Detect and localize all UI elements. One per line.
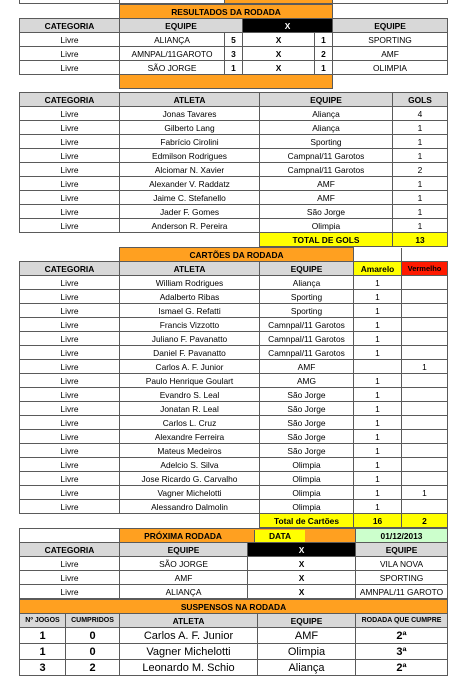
- report-sheet: [19, 0, 447, 676]
- result-home-score: 3: [225, 47, 243, 61]
- card-row: Livre Adelcio S. Silva Olimpia 1: [20, 458, 448, 472]
- scorer-equipe: Aliança: [260, 121, 393, 135]
- result-away-team: AMF: [333, 47, 448, 61]
- resultados-title: RESULTADOS DA RODADA: [120, 5, 333, 19]
- header-cumpridos: CUMPRIDOS: [66, 614, 120, 628]
- scorer-gols: 4: [393, 107, 448, 121]
- scorer-row: [20, 191, 448, 205]
- scorer-atleta: Edmilson Rodrigues: [120, 149, 260, 163]
- scorer-atleta: Gilberto Lang: [120, 121, 260, 135]
- total-vermelho-value: 2: [402, 514, 448, 528]
- scorer-gols: 1: [393, 135, 448, 149]
- header-categoria: CATEGORIA: [20, 262, 120, 276]
- result-away-team: SPORTING: [333, 33, 448, 47]
- result-away-score: 2: [315, 47, 333, 61]
- card-row: Livre Carlos L. Cruz São Jorge 1: [20, 416, 448, 430]
- header-equipe: EQUIPE: [260, 93, 393, 107]
- card-row: Livre Alexandre Ferreira São Jorge 1: [20, 430, 448, 444]
- total-gols-value: 13: [393, 233, 448, 247]
- scorer-row: [20, 163, 448, 177]
- scorer-atleta: Jader F. Gomes: [120, 205, 260, 219]
- scorer-equipe: Aliança: [260, 107, 393, 121]
- card-row: Livre Alessandro Dalmolin Olimpia 1: [20, 500, 448, 514]
- card-row: Livre Mateus Medeiros São Jorge 1: [20, 444, 448, 458]
- header-rodada-que-cumpre: RODADA QUE CUMPRE: [356, 614, 448, 628]
- result-home-score: 5: [225, 33, 243, 47]
- cartoes-table: [19, 247, 448, 528]
- scorer-atleta: Jaime C. Stefanello: [120, 191, 260, 205]
- scorer-gols: 2: [393, 163, 448, 177]
- header-x: X: [243, 19, 333, 33]
- card-row: Livre Vagner Michelotti Olimpia 1 1: [20, 486, 448, 500]
- scorer-categoria: Livre: [20, 121, 120, 135]
- header-n-jogos: Nº JOGOS: [20, 614, 66, 628]
- result-categoria: Livre: [20, 47, 120, 61]
- header-categoria: CATEGORIA: [20, 543, 120, 557]
- scorer-equipe: AMF: [260, 177, 393, 191]
- top-band-cell: [20, 0, 120, 4]
- suspensos-table: [19, 599, 448, 676]
- header-equipe: EQUIPE: [260, 262, 354, 276]
- scorer-equipe: São Jorge: [260, 205, 393, 219]
- total-cartoes-label: Total de Cartões: [260, 514, 354, 528]
- header-atleta: ATLETA: [120, 262, 260, 276]
- artilharia-title-bar: [120, 75, 333, 89]
- scorer-atleta: Jonas Tavares: [120, 107, 260, 121]
- header-equipe-home: EQUIPE: [120, 543, 248, 557]
- result-home-team: AMNPAL/11GAROTO: [120, 47, 225, 61]
- scorer-categoria: Livre: [20, 219, 120, 233]
- fixture-row: Livre ALIANÇA X AMNPAL/11 GAROTO: [20, 585, 448, 599]
- fixture-row: Livre SÃO JORGE X VILA NOVA: [20, 557, 448, 571]
- scorer-atleta: Alexander V. Raddatz: [120, 177, 260, 191]
- result-home-score: 1: [225, 61, 243, 75]
- header-x: X: [248, 543, 356, 557]
- scorer-categoria: Livre: [20, 163, 120, 177]
- header-equipe-away: EQUIPE: [333, 19, 448, 33]
- card-row: Livre Jonatan R. Leal São Jorge 1: [20, 402, 448, 416]
- scorer-row: [20, 219, 448, 233]
- result-away-team: OLIMPIA: [333, 61, 448, 75]
- card-row: Livre Jose Ricardo G. Carvalho Olimpia 1: [20, 472, 448, 486]
- result-row: [20, 61, 448, 75]
- resultados-table: [19, 4, 448, 89]
- card-row: Livre Carlos A. F. Junior AMF 1: [20, 360, 448, 374]
- result-away-score: 1: [315, 61, 333, 75]
- proxima-data-value: 01/12/2013: [356, 529, 448, 543]
- result-x: X: [243, 61, 315, 75]
- scorer-gols: 1: [393, 121, 448, 135]
- proxima-title-text: PRÓXIMA RODADA: [144, 530, 222, 541]
- card-row: Livre Adalberto Ribas Sporting 1: [20, 290, 448, 304]
- card-row: Livre Paulo Henrique Goulart AMG 1: [20, 374, 448, 388]
- result-away-score: 1: [315, 33, 333, 47]
- result-home-team: ALIANÇA: [120, 33, 225, 47]
- result-x: X: [243, 47, 315, 61]
- scorer-atleta: Alciomar N. Xavier: [120, 163, 260, 177]
- scorer-categoria: Livre: [20, 107, 120, 121]
- card-row: Livre Daniel F. Pavanatto Camnpal/11 Garotos 1: [20, 346, 448, 360]
- scorer-atleta: Anderson R. Pereira: [120, 219, 260, 233]
- proxima-data-label: DATA: [254, 530, 305, 542]
- header-equipe-home: EQUIPE: [120, 19, 243, 33]
- header-equipe: EQUIPE: [258, 614, 356, 628]
- scorer-equipe: Campnal/11 Garotos: [260, 149, 393, 163]
- result-categoria: Livre: [20, 61, 120, 75]
- suspensos-title: SUSPENSOS NA RODADA: [20, 600, 448, 614]
- card-row: Livre Evandro S. Leal São Jorge 1: [20, 388, 448, 402]
- scorer-row: [20, 205, 448, 219]
- scorer-row: [20, 177, 448, 191]
- scorer-gols: 1: [393, 191, 448, 205]
- header-categoria: CATEGORIA: [20, 19, 120, 33]
- result-row: [20, 33, 448, 47]
- cartoes-title: CARTÕES DA RODADA: [120, 248, 354, 262]
- scorer-atleta: Fabrício Cirolini: [120, 135, 260, 149]
- result-x: X: [243, 33, 315, 47]
- scorer-equipe: AMF: [260, 191, 393, 205]
- scorer-row: [20, 107, 448, 121]
- header-atleta: ATLETA: [120, 93, 260, 107]
- scorer-categoria: Livre: [20, 191, 120, 205]
- proxima-table: [19, 528, 448, 599]
- scorer-categoria: Livre: [20, 205, 120, 219]
- total-gols-label: TOTAL DE GOLS: [260, 233, 393, 247]
- scorer-categoria: Livre: [20, 135, 120, 149]
- result-home-team: SÃO JORGE: [120, 61, 225, 75]
- scorer-gols: 1: [393, 177, 448, 191]
- card-row: Livre William Rodrigues Aliança 1: [20, 276, 448, 290]
- fixture-row: Livre AMF X SPORTING: [20, 571, 448, 585]
- scorer-categoria: Livre: [20, 177, 120, 191]
- scorer-row: [20, 121, 448, 135]
- scorer-gols: 1: [393, 219, 448, 233]
- scorer-categoria: Livre: [20, 149, 120, 163]
- scorer-equipe: Olimpia: [260, 219, 393, 233]
- header-vermelho: Vermelho: [402, 262, 448, 276]
- result-row: [20, 47, 448, 61]
- suspension-row: 3 2 Leonardo M. Schio Aliança 2ª: [20, 660, 448, 676]
- suspension-row: 1 0 Vagner Michelotti Olimpia 3ª: [20, 644, 448, 660]
- card-row: Livre Juliano F. Pavanatto Camnpal/11 Garotos 1: [20, 332, 448, 346]
- scorer-equipe: Sporting: [260, 135, 393, 149]
- header-equipe-away: EQUIPE: [356, 543, 448, 557]
- proxima-title: [120, 529, 356, 543]
- scorer-row: [20, 135, 448, 149]
- scorer-row: [20, 149, 448, 163]
- card-row: Livre Ismael G. Refatti Sporting 1: [20, 304, 448, 318]
- scorer-gols: 1: [393, 149, 448, 163]
- card-row: Livre Francis Vizzotto Camnpal/11 Garotos 1: [20, 318, 448, 332]
- total-amarelo-value: 16: [354, 514, 402, 528]
- header-gols: GOLS: [393, 93, 448, 107]
- artilharia-table: [19, 92, 448, 247]
- result-categoria: Livre: [20, 33, 120, 47]
- header-amarelo: Amarelo: [354, 262, 402, 276]
- header-atleta: ATLETA: [120, 614, 258, 628]
- scorer-gols: 1: [393, 205, 448, 219]
- suspension-row: 1 0 Carlos A. F. Junior AMF 2ª: [20, 628, 448, 644]
- header-categoria: CATEGORIA: [20, 93, 120, 107]
- scorer-equipe: Campnal/11 Garotos: [260, 163, 393, 177]
